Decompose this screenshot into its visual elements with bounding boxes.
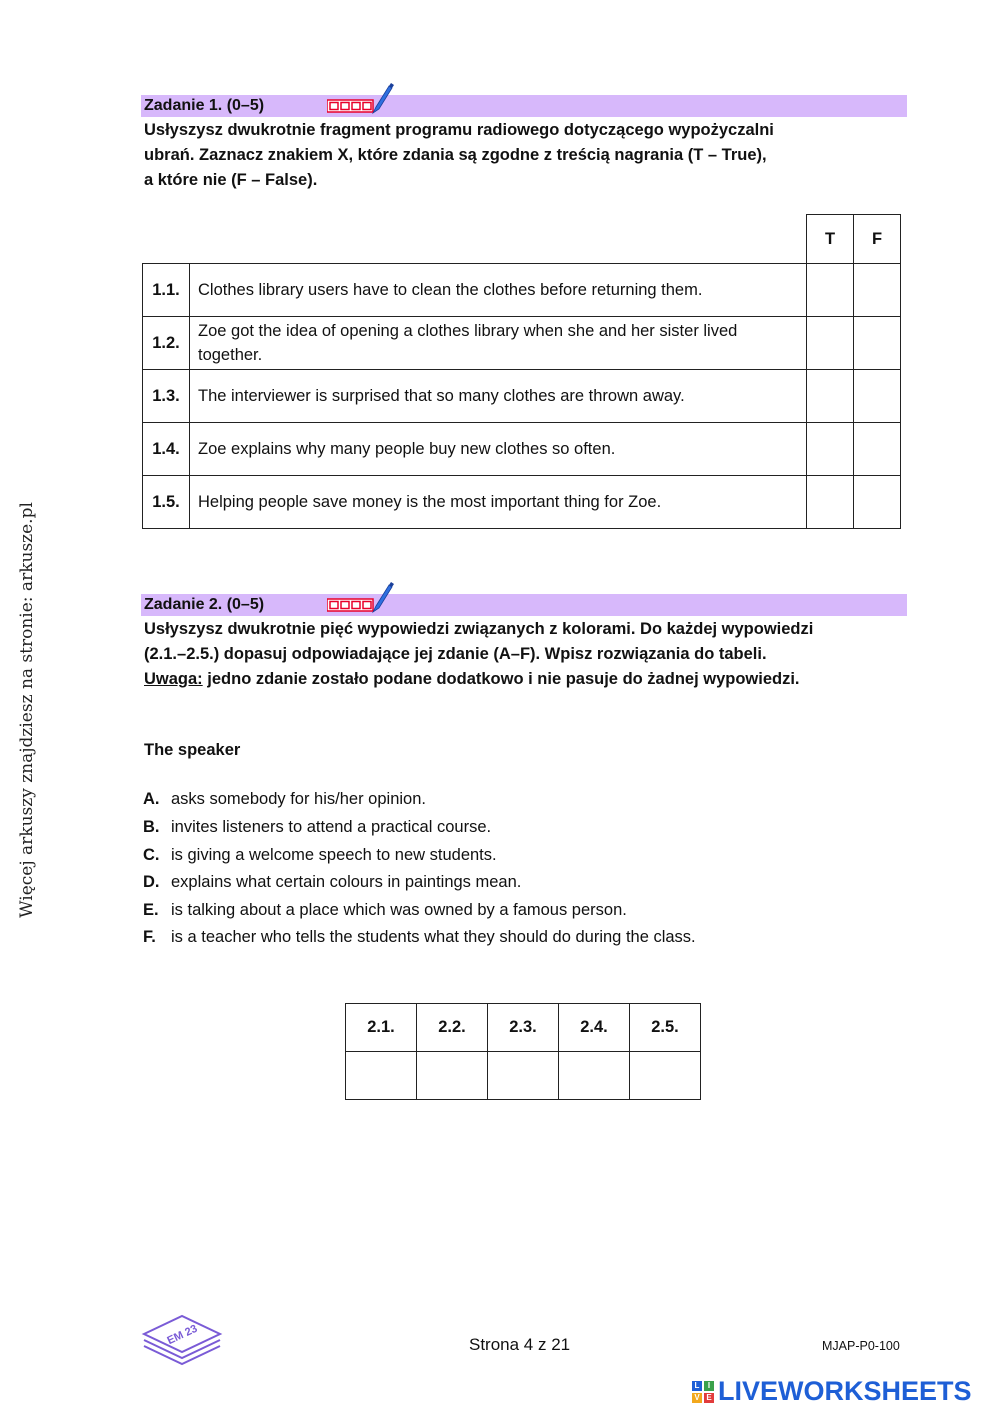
statement-text: Helping people save money is the most important thing for Zoe. (190, 476, 807, 529)
answer-column-header: 2.4. (559, 1004, 630, 1052)
cke-logo (140, 1312, 224, 1370)
answer-column-header: 2.5. (630, 1004, 701, 1052)
option-text: asks somebody for his/her opinion. (171, 790, 426, 808)
answer-input-row (346, 1052, 701, 1100)
answer-input-cell[interactable] (346, 1052, 417, 1100)
table-row (143, 423, 901, 476)
true-answer-cell[interactable] (807, 423, 854, 476)
option-letter: B. (143, 818, 160, 836)
table-row (143, 317, 901, 370)
task1-instruction-line: ubrań. Zaznacz znakiem X, które zdania są zgodne z treścią nagrania (T – True), (144, 146, 767, 164)
true-answer-cell[interactable] (807, 476, 854, 529)
task1-header-bar (141, 95, 907, 117)
true-answer-cell[interactable] (807, 370, 854, 423)
option-text: invites listeners to attend a practical course. (171, 818, 492, 836)
option-letter: F. (143, 928, 156, 946)
table-row (143, 370, 901, 423)
column-true-header: T (807, 215, 854, 264)
task2-instruction-line: (2.1.–2.5.) dopasuj odpowiadające jej zdanie (A–F). Wpisz rozwiązania do tabeli. (144, 645, 767, 663)
option-letter: D. (143, 873, 160, 891)
audio-recording-icon (327, 582, 397, 616)
statement-number: 1.1. (143, 264, 190, 317)
list-item (143, 873, 521, 892)
brand-badge-letter: I (704, 1381, 714, 1391)
statement-text: The interviewer is surprised that so many clothes are thrown away. (190, 370, 807, 423)
audio-recording-icon (327, 83, 397, 117)
liveworksheets-brand[interactable] (692, 1376, 972, 1407)
note-label: Uwaga: (144, 670, 203, 688)
task2-instructions (144, 617, 914, 692)
option-text: is talking about a place which was owned by a famous person. (171, 901, 627, 919)
task1-instruction-line: a które nie (F – False). (144, 171, 318, 189)
brand-badge-letter: L (692, 1381, 702, 1391)
answer-column-header: 2.2. (417, 1004, 488, 1052)
task1-instructions (144, 118, 914, 193)
true-answer-cell[interactable] (807, 264, 854, 317)
option-text: is giving a welcome speech to new students. (171, 846, 497, 864)
answer-column-header: 2.1. (346, 1004, 417, 1052)
statement-number: 1.4. (143, 423, 190, 476)
option-text: explains what certain colours in paintings mean. (171, 873, 522, 891)
false-answer-cell[interactable] (854, 264, 901, 317)
false-answer-cell[interactable] (854, 476, 901, 529)
answer-header-row (346, 1004, 701, 1052)
true-answer-cell[interactable] (807, 317, 854, 370)
false-answer-cell[interactable] (854, 370, 901, 423)
exam-code: MJAP-P0-100 (822, 1339, 900, 1353)
brand-badge-letter: E (704, 1393, 714, 1403)
task2-header-bar (141, 594, 907, 616)
table-row (143, 264, 901, 317)
statement-text: Zoe explains why many people buy new clothes so often. (190, 423, 807, 476)
task2-instruction-line: Usłyszysz dwukrotnie pięć wypowiedzi związanych z kolorami. Do każdej wypowiedzi (144, 620, 814, 638)
side-watermark-text: Więcej arkuszy znajdziesz na stronie: arkusze.pl (17, 502, 37, 918)
statement-number: 1.5. (143, 476, 190, 529)
table-header-row (143, 215, 901, 264)
answer-input-cell[interactable] (630, 1052, 701, 1100)
list-item (143, 846, 497, 865)
options-subheading: The speaker (144, 741, 241, 759)
list-item (143, 901, 627, 920)
answer-input-cell[interactable] (488, 1052, 559, 1100)
column-false-header: F (854, 215, 901, 264)
answer-column-header: 2.3. (488, 1004, 559, 1052)
logo-text: EM 23 (165, 1322, 200, 1348)
brand-name: LIVEWORKSHEETS (718, 1376, 972, 1406)
false-answer-cell[interactable] (854, 317, 901, 370)
option-letter: E. (143, 901, 159, 919)
statement-text: Clothes library users have to clean the clothes before returning them. (190, 264, 807, 317)
answer-input-cell[interactable] (559, 1052, 630, 1100)
page-number: Strona 4 z 21 (469, 1335, 571, 1354)
statement-number: 1.2. (143, 317, 190, 370)
task2-title: Zadanie 2. (0–5) (144, 596, 265, 613)
note-text: jedno zdanie zostało podane dodatkowo i nie pasuje do żadnej wypowiedzi. (202, 670, 800, 688)
task1-title: Zadanie 1. (0–5) (144, 97, 265, 114)
list-item (143, 790, 426, 809)
list-item (143, 818, 491, 837)
task1-instruction-line: Usłyszysz dwukrotnie fragment programu radiowego dotyczącego wypożyczalni (144, 121, 774, 139)
answer-input-cell[interactable] (417, 1052, 488, 1100)
option-letter: C. (143, 846, 160, 864)
brand-badge-letter: V (692, 1393, 702, 1403)
list-item (143, 928, 696, 947)
false-answer-cell[interactable] (854, 423, 901, 476)
task2-note (144, 667, 914, 692)
option-letter: A. (143, 790, 160, 808)
true-false-table (142, 214, 901, 529)
option-text: is a teacher who tells the students what they should do during the class. (171, 928, 696, 946)
statement-text: Zoe got the idea of opening a clothes library when she and her sister lived together. (190, 317, 807, 370)
answer-table (345, 1003, 701, 1100)
table-row (143, 476, 901, 529)
statement-number: 1.3. (143, 370, 190, 423)
brand-badge (692, 1381, 714, 1403)
